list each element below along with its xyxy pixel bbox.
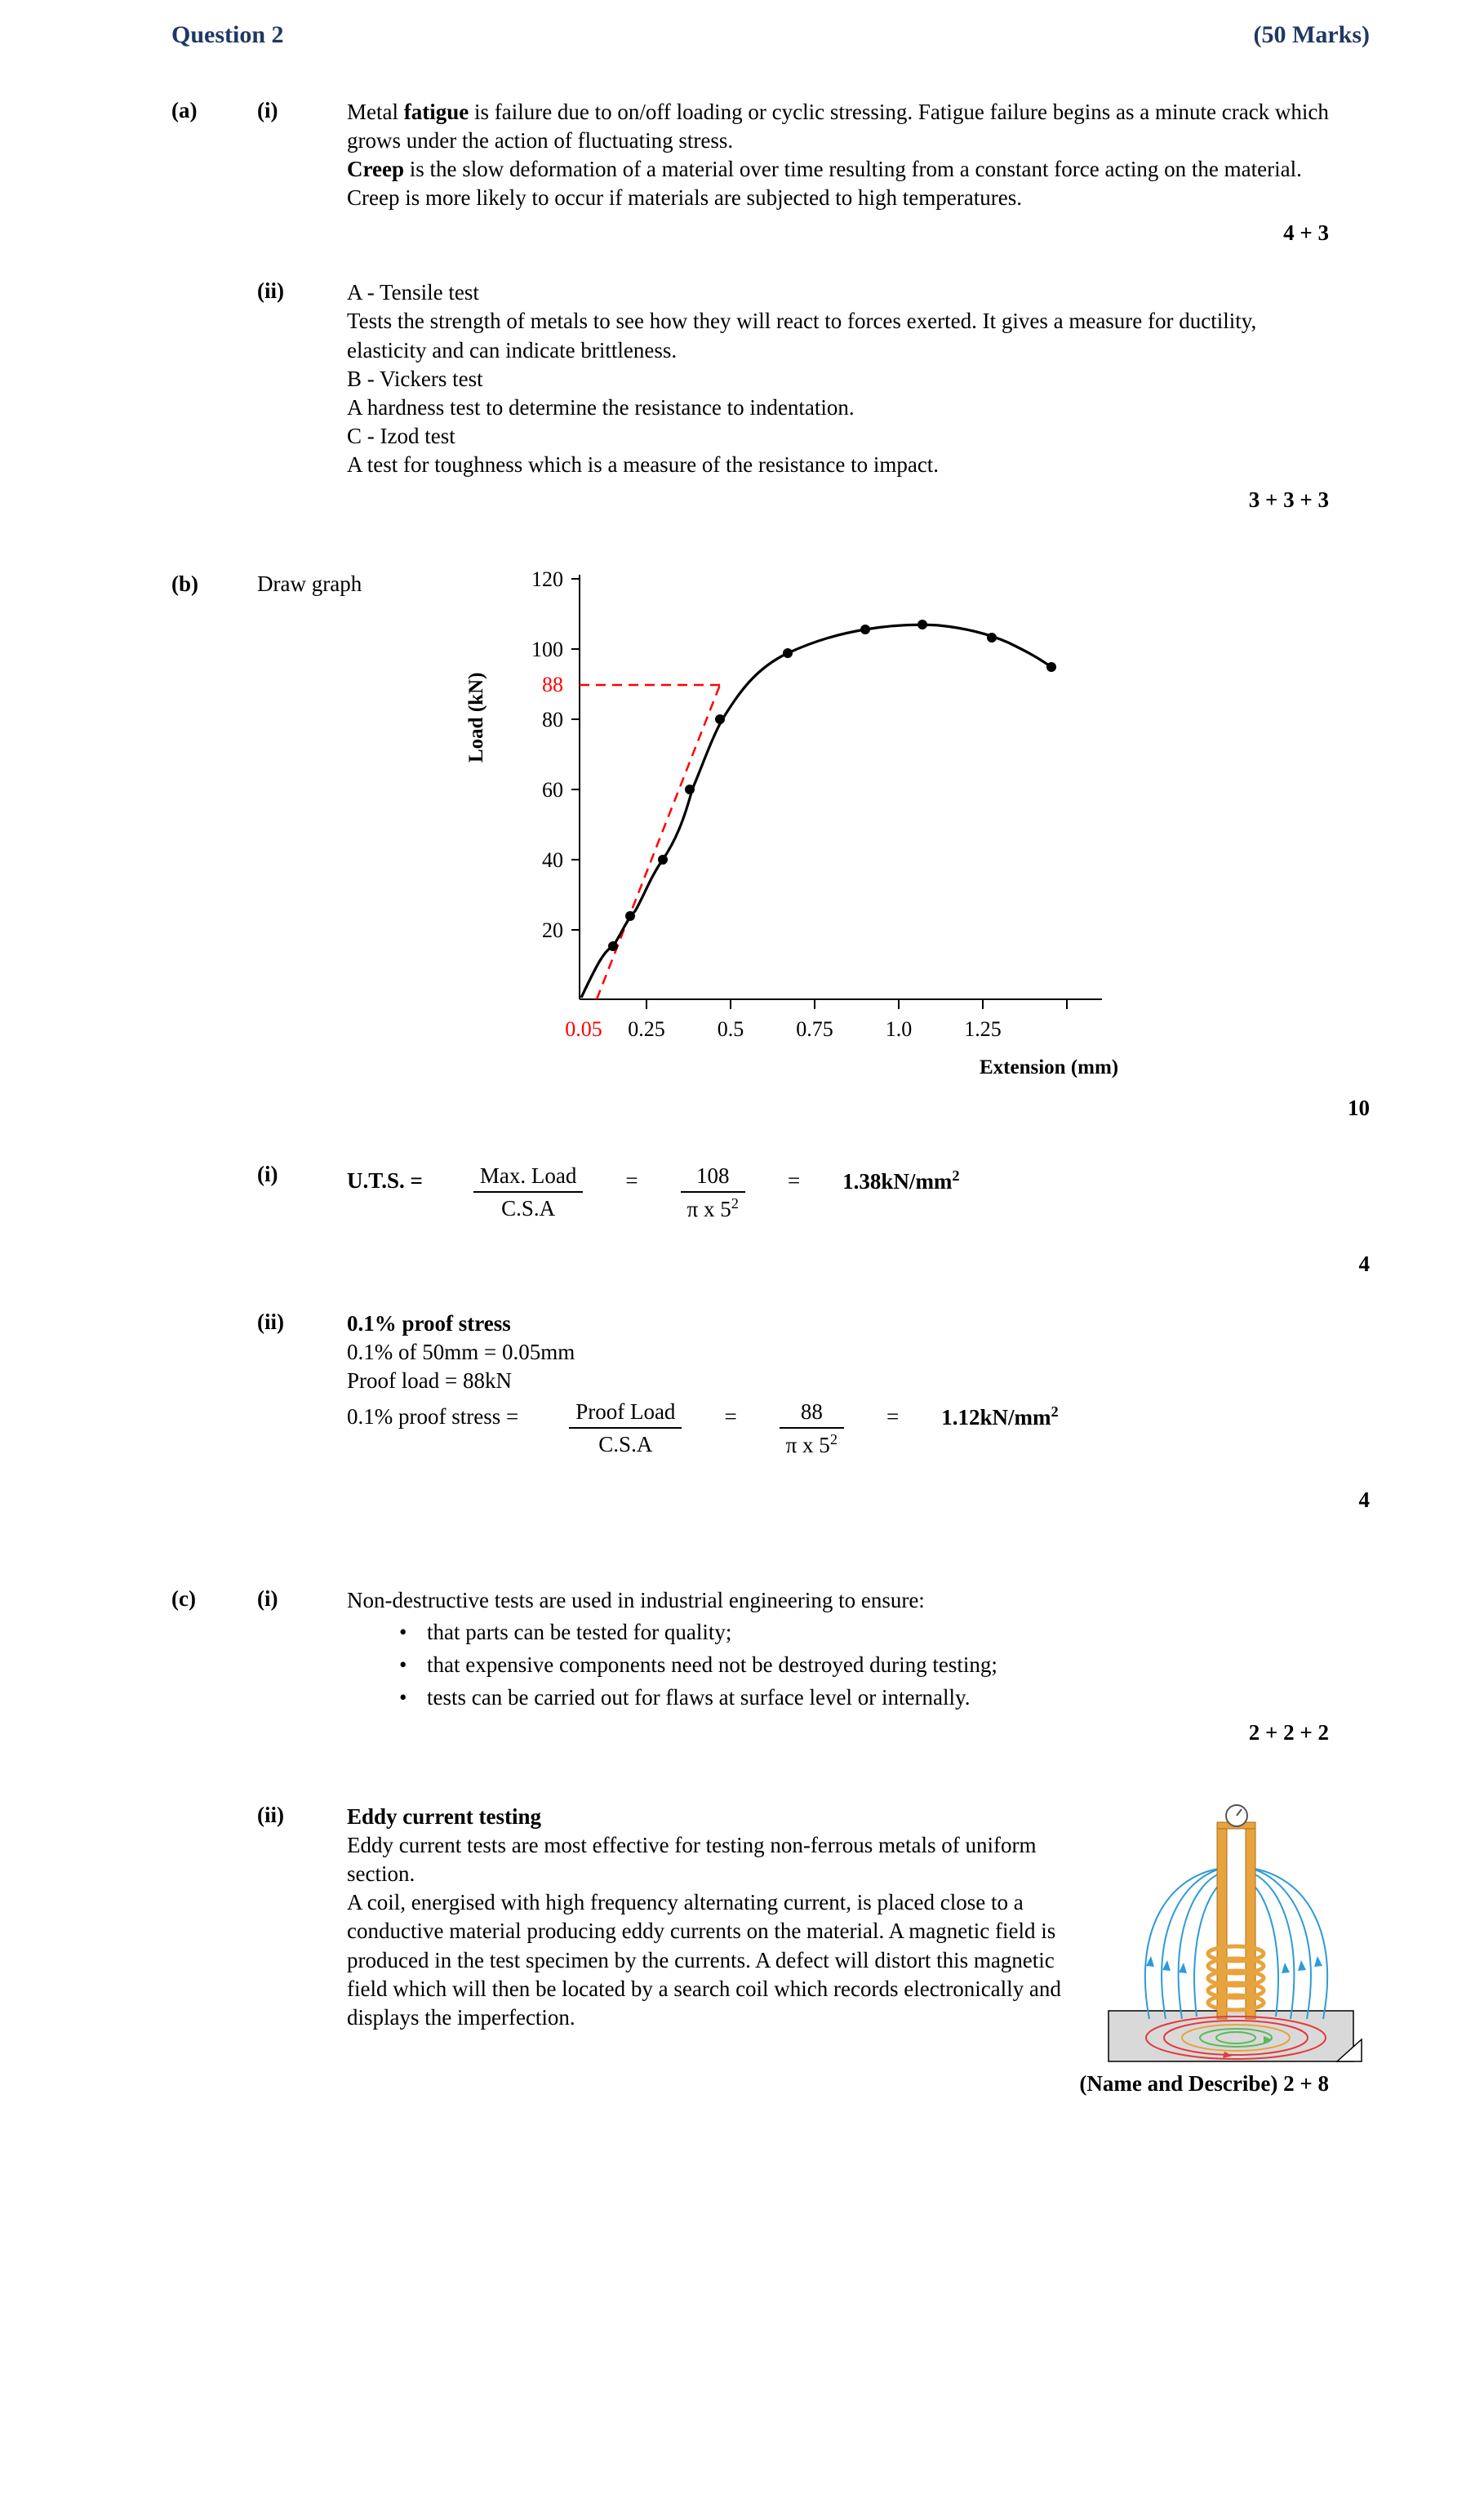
svg-text:1.0: 1.0 <box>885 1017 913 1042</box>
section-a-i <box>0 98 1484 246</box>
label-part-a: (a) <box>171 98 198 122</box>
uts-frac1-denominator: C.S.A <box>501 1196 556 1221</box>
a-ii-marks: 3 + 3 + 3 <box>1248 487 1329 513</box>
total-marks: (50 Marks) <box>1253 21 1370 48</box>
svg-text:60: 60 <box>542 778 563 803</box>
eddy-current-figure <box>1100 1803 1370 2080</box>
a-ii-line-2: B - Vickers test <box>347 366 483 391</box>
a-ii-line-1: Tests the strength of metals to see how they will react to forces exerted. It gives a measure for ductility, elasticity and can indicate brittleness. <box>347 309 1257 362</box>
label-c-ii: (ii) <box>257 1803 284 1828</box>
uts-fraction-1 <box>473 1162 583 1223</box>
b-i-content <box>347 1162 1329 1224</box>
proof-frac1-denominator: C.S.A <box>598 1431 653 1456</box>
a-ii-line-0: A - Tensile test <box>347 280 479 305</box>
svg-text:20: 20 <box>542 918 563 943</box>
a-ii-line-3: A hardness test to determine the resistance to indentation. <box>347 394 855 420</box>
proof-stress-line1: 0.1% of 50mm = 0.05mm <box>347 1340 575 1365</box>
uts-frac1-numerator: Max. Load <box>473 1162 583 1193</box>
proof-frac2-numerator: 88 <box>780 1398 844 1429</box>
eddy-current-paragraph-1: Eddy current tests are most effective for testing non-ferrous metals of uniform section. <box>347 1833 1037 1887</box>
page-header <box>0 0 1484 49</box>
draw-graph-instruction: Draw graph <box>257 571 362 597</box>
section-b-ii <box>0 1310 1484 1512</box>
c-i-marks: 2 + 2 + 2 <box>1248 1720 1329 1745</box>
chart-annotation-0.05: 0.05 <box>565 1017 602 1042</box>
uts-frac2-denominator <box>681 1193 745 1224</box>
uts-result <box>842 1162 959 1196</box>
proof-frac1-numerator: Proof Load <box>569 1398 682 1429</box>
section-b-graph <box>0 558 1484 1121</box>
a-i-line1-post: is failure due to on/off loading or cyclic stressing. Fatigue failure begins as a minute crack which grows under the action of fluctuating stress. <box>347 100 1329 153</box>
load-extension-chart <box>457 558 1192 1081</box>
section-b-i <box>0 1162 1484 1277</box>
proof-result <box>941 1398 1058 1432</box>
proof-fraction-2 <box>780 1398 844 1460</box>
svg-text:100: 100 <box>531 638 563 662</box>
c-i-bullet-list <box>347 1618 1329 1712</box>
eddy-current-paragraph-2: A coil, energised with high frequency alternating current, is placed close to a conductive material producing eddy currents on the material. A magnetic field is produced in the test specimen by the currents. A defect will distort this magnetic field which will then be located by a search coil which records electronically and displays the imperfection. <box>347 1890 1061 2030</box>
a-ii-line-5: A test for toughness which is a measure of the resistance to impact. <box>347 451 940 477</box>
page-title: Question 2 <box>171 21 284 48</box>
section-c-i <box>0 1586 1484 1745</box>
c-i-intro: Non-destructive tests are used in industrial engineering to ensure: <box>347 1587 925 1612</box>
proof-frac2-den-text: π x 5 <box>785 1432 830 1457</box>
svg-text:80: 80 <box>542 708 563 732</box>
label-b-ii: (ii) <box>257 1310 284 1335</box>
proof-frac2-denominator <box>780 1429 844 1460</box>
svg-text:40: 40 <box>542 848 563 873</box>
b-ii-content <box>347 1310 1329 1459</box>
chart-x-axis-title: Extension (mm) <box>980 1056 1119 1079</box>
a-i-keyword-creep: Creep <box>347 157 404 182</box>
proof-equals-2: = <box>886 1403 900 1429</box>
a-ii-line-4: C - Izod test <box>347 423 455 448</box>
a-i-text <box>347 98 1329 212</box>
proof-stress-line2: Proof load = 88kN <box>347 1368 512 1394</box>
svg-text:0.25: 0.25 <box>628 1017 665 1042</box>
uts-result-text: 1.38kN/mm <box>842 1169 953 1194</box>
label-a-ii: (ii) <box>257 278 284 304</box>
label-b-i: (i) <box>257 1162 278 1187</box>
svg-text:120: 120 <box>531 567 563 592</box>
section-a-ii <box>0 278 1484 513</box>
uts-title: U.T.S. = <box>347 1168 423 1194</box>
uts-result-sup: 2 <box>952 1167 960 1185</box>
c-i-content <box>347 1586 1329 1712</box>
chart-annotation-88: 88 <box>542 673 563 697</box>
b-graph-marks: 10 <box>1348 1096 1370 1121</box>
list-item: • that expensive components need not be destroyed during testing; <box>427 1651 1329 1679</box>
svg-text:1.25: 1.25 <box>964 1017 1002 1042</box>
a-i-keyword-fatigue: fatigue <box>403 100 469 124</box>
list-item: • that parts can be tested for quality; <box>427 1618 1329 1647</box>
svg-text:0.5: 0.5 <box>717 1017 744 1042</box>
a-i-marks: 4 + 3 <box>1283 220 1329 246</box>
proof-result-sup: 2 <box>1051 1403 1059 1420</box>
list-item: • tests can be carried out for flaws at surface level or internally. <box>427 1683 1329 1712</box>
proof-stress-title: 0.1% proof stress <box>347 1311 511 1336</box>
uts-frac2-den-text: π x 5 <box>686 1197 731 1222</box>
b-ii-marks: 4 <box>1358 1487 1370 1512</box>
eddy-current-title: Eddy current testing <box>347 1804 542 1830</box>
proof-fraction-1 <box>569 1398 682 1459</box>
uts-frac2-numerator: 108 <box>681 1162 745 1193</box>
label-part-b: (b) <box>171 571 198 597</box>
svg-text:0.75: 0.75 <box>796 1017 833 1042</box>
chart-construction-line-proof <box>597 685 720 999</box>
uts-equals-2: = <box>787 1168 801 1194</box>
uts-fraction-2 <box>681 1162 745 1224</box>
proof-result-text: 1.12kN/mm <box>941 1404 1051 1430</box>
a-i-line2-post: is the slow deformation of a material over time resulting from a constant force acting on the material. Creep is more likely to occur if materials are subjected to high temperatures. <box>347 157 1302 211</box>
label-c-i: (i) <box>257 1585 278 1611</box>
chart-data-points <box>608 620 1056 951</box>
eddy-current-coil-diagram <box>1100 1803 1370 2080</box>
c-ii-marks: (Name and Describe) 2 + 8 <box>1079 2070 1329 2096</box>
chart-y-axis-title: Load (kN) <box>465 672 487 763</box>
b-i-marks: 4 <box>1358 1252 1370 1277</box>
a-i-line1-pre: Metal <box>347 100 404 124</box>
chart-canvas <box>457 558 1192 1048</box>
uts-equals-1: = <box>625 1168 638 1194</box>
proof-frac2-den-sup: 2 <box>829 1430 838 1447</box>
section-c-ii <box>0 1803 1484 2097</box>
proof-stress-eq-lead: 0.1% proof stress = <box>347 1403 519 1429</box>
a-ii-text <box>347 278 1329 479</box>
uts-frac2-den-sup: 2 <box>731 1195 739 1212</box>
chart-series-load-extension <box>581 625 1051 998</box>
label-a-i: (i) <box>257 98 278 122</box>
label-part-c: (c) <box>171 1585 196 1611</box>
proof-equals-1: = <box>724 1403 737 1429</box>
c-ii-content <box>347 1803 1076 2032</box>
